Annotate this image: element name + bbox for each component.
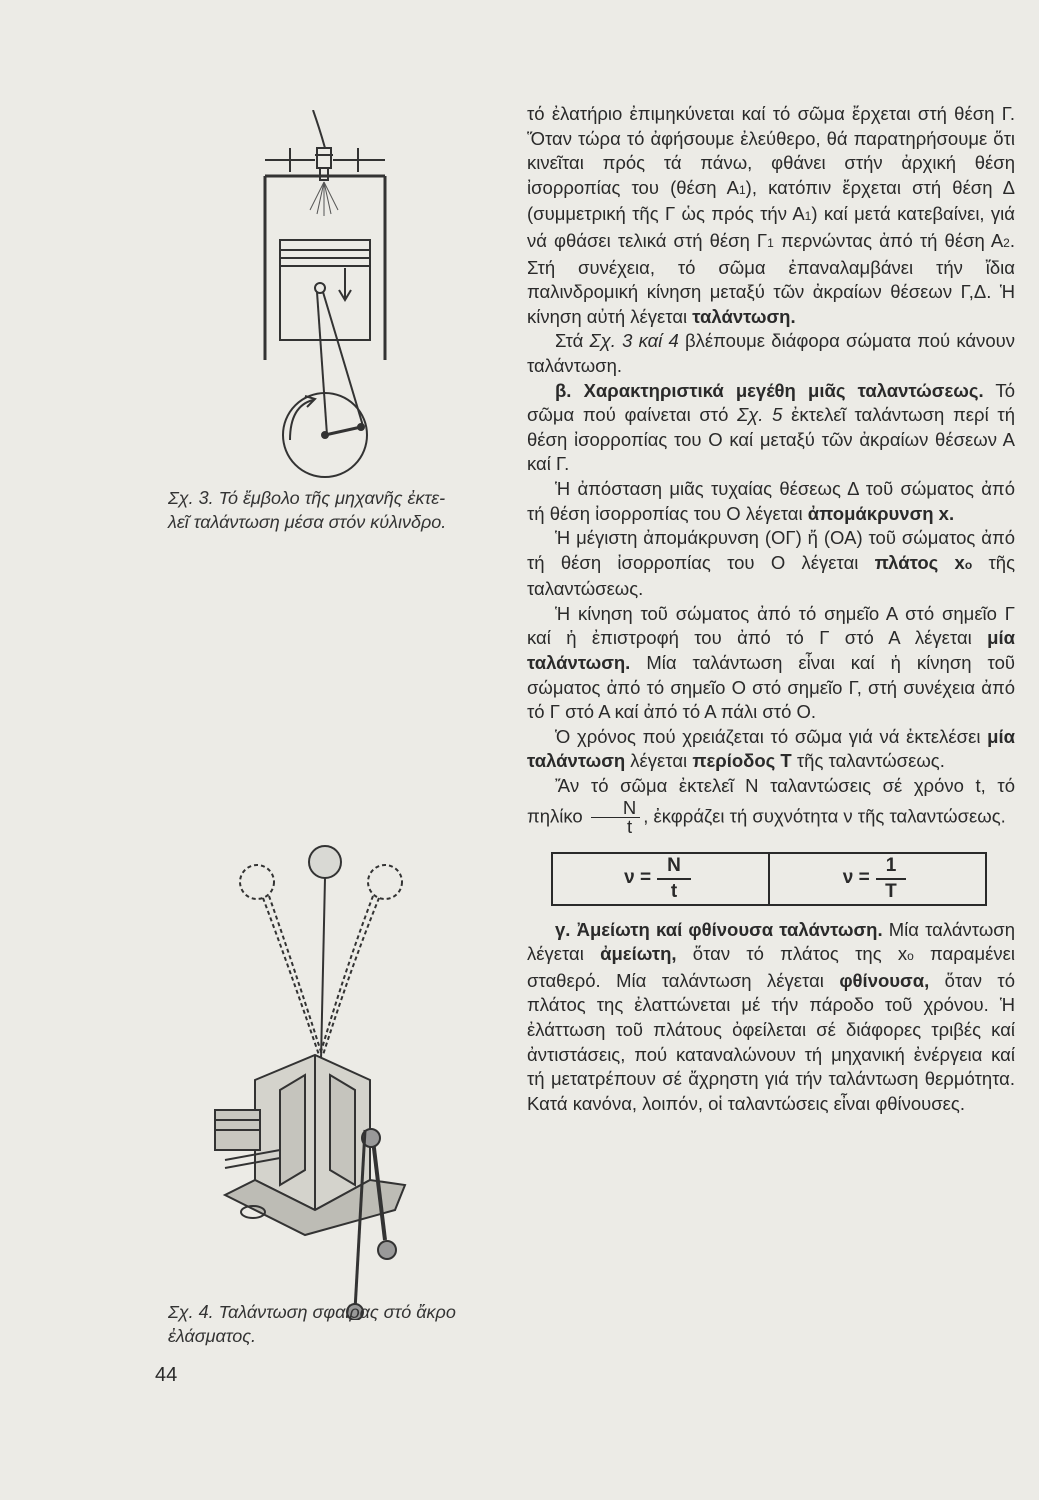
paragraph-frequency: Ἄν τό σῶμα ἐκτελεῖ Ν ταλαντώσεις σέ χρόνο t, τό πηλίκο $\frac{N}{t}$ , ἐκφράζει τή συχνότητα ν τῆς ταλαντώσεως. bbox=[527, 775, 1015, 837]
section-b-paragraph: β. Χαρακτηριστικά μεγέθη μιᾶς ταλαντώσεως. Τό σῶμα πού φαίνεται στό Σχ. 5 ἐκτελεῖ ταλάντωση περί τή θέση ἰσορροπίας του Ο καί μεταξύ τῶν ἀκραίων θέσεων Α καί Γ. bbox=[527, 379, 1015, 475]
frequency-formula-box bbox=[551, 852, 987, 906]
vise-sphere-figure bbox=[195, 840, 475, 1320]
main-text-column bbox=[527, 102, 1015, 1116]
paragraph-figures-ref: Στά Σχ. 3 καί 4 βλέπουμε διάφορα σώματα πού κάνουν ταλάντωση. bbox=[527, 330, 1015, 376]
figure-4-caption bbox=[168, 1300, 498, 1348]
piston-cylinder-figure bbox=[255, 110, 415, 480]
section-g-heading: γ. Ἀμείωτη καί φθίνουσα ταλάντωση. bbox=[555, 918, 883, 940]
paragraph-period: Ὁ χρόνος πού χρειάζεται τό σῶμα γιά νά ἐκτελέσει μία ταλάντωση λέγεται περίοδος Τ τῆς ταλαντώσεως. bbox=[527, 725, 1015, 772]
paragraph-one-oscillation: Ἡ κίνηση τοῦ σώματος ἀπό τό σημεῖο Α στό σημεῖο Γ καί ἡ ἐπιστροφή του ἀπό τό Γ στό Α λέγεται μία ταλάντωση. Μία ταλάντωση εἶναι καί ἡ κίνηση τοῦ σώματος ἀπό τό σημεῖο Ο στό σημεῖο Γ, στή συνέχεια ἀπό τό Γ στό Α καί ἀπό τό Α πάλι στό Ο. bbox=[527, 602, 1015, 723]
paragraph-oscillation-intro: τό ἐλατήριο ἐπιμηκύνεται καί τό σῶμα ἔρχεται στή θέση Γ. Ὅταν τώρα τό ἀφήσουμε ἐλεύθερο, θά παρατηρήσουμε ὅτι κινεῖται πρός τά πάνω, φθάνει στήν ἀρχική θέση ἰσορροπίας του (θέση Α1), κατόπιν ἔρχεται στή θέση Δ (συμμετρική τῆς Γ ὡς πρός τήν Α1) καί μετά κατεβαίνει, γιά νά φθάσει τελικά στή θέση Γ1 περνώντας ἀπό τή θέση Α2. Στή συνέχεια, τό σῶμα ἐπαναλαμβάνει τήν ἴδια παλινδρομική κίνηση μεταξύ τῶν ἀκραίων θέσεων Γ,Δ. Ἡ κίνηση αὐτή λέγεται ταλάντωση. bbox=[527, 103, 1015, 327]
paragraph-amplitude: Ἡ μέγιστη ἀπομάκρυνση (ΟΓ) ἤ (ΟΑ) τοῦ σώματος ἀπό τή θέση ἰσορροπίας του Ο λέγεται πλάτος xo τῆς ταλαντώσεως. bbox=[527, 527, 1015, 600]
figure-3-caption bbox=[168, 486, 498, 534]
formula-n-over-t: ν = $\frac{N}{t}$ bbox=[553, 854, 768, 904]
figure-3-caption-line2: λεῖ ταλάντωση μέσα στόν κύλινδρο. bbox=[168, 512, 447, 532]
figure-4-caption-line2: ἐλάσματος. bbox=[168, 1326, 257, 1346]
inline-fraction: $\frac{N}{t}$ bbox=[591, 799, 640, 836]
figure-4-caption-line1: Σχ. 4. Ταλάντωση σφαίρας στό ἄκρο bbox=[168, 1302, 456, 1322]
section-b-heading: β. Χαρακτηριστικά μεγέθη μιᾶς ταλαντώσεως. bbox=[555, 379, 984, 401]
paragraph-displacement: Ἡ ἀπόσταση μιᾶς τυχαίας θέσεως Δ τοῦ σώματος ἀπό τή θέση ἰσορροπίας του Ο λέγεται ἀπομάκρυνση x. bbox=[527, 477, 1015, 524]
page-number: 44 bbox=[155, 1364, 178, 1386]
formula-1-over-t: ν = $\frac{1}{T}$ bbox=[768, 854, 985, 904]
figure-3-caption-line1: Σχ. 3. Τό ἔμβολο τῆς μηχανῆς ἐκτε- bbox=[168, 488, 446, 508]
section-g-paragraph: γ. Ἀμείωτη καί φθίνουσα ταλάντωση. Μία ταλάντωση λέγεται ἀμείωτη, ὅταν τό πλάτος της xo παραμένει σταθερό. Μία ταλάντωση λέγεται φθίνουσα, ὅταν τό πλάτος της ἐλαττώνεται μέ τήν πάροδο τοῦ χρόνου. Ἡ ἐλάττωση τοῦ πλάτους ὀφείλεται σέ διάφορες τριβές καί ἀντιστάσεις, πού καταναλώνουν τή μηχανική ἐνέργεια καί τή μετατρέπουν σέ ἄχρηστη γιά τήν ταλάντωση θερμότητα. Κατά κανόνα, λοιπόν, οἱ ταλαντώσεις εἶναι φθίνουσες. bbox=[527, 918, 1015, 1114]
